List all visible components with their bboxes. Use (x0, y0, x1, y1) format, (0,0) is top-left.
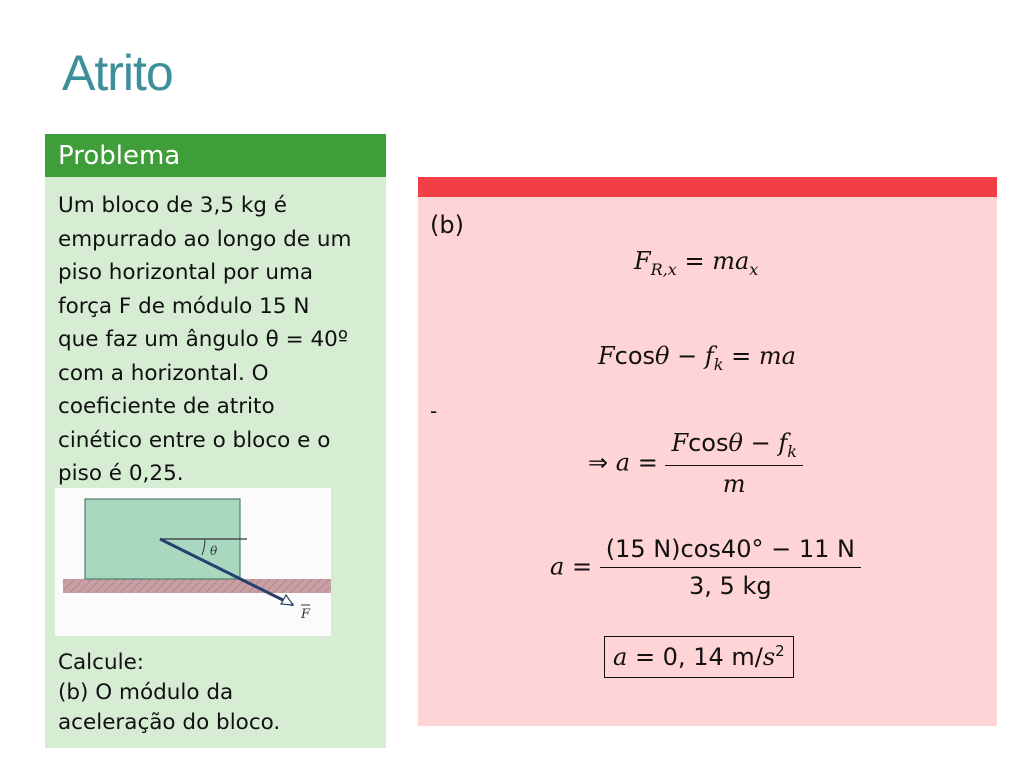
block-diagram (55, 488, 331, 636)
problem-line: que faz um ângulo θ = 40º (58, 327, 348, 352)
final-result: a = 0, 14 $m/s^2$ (604, 636, 794, 678)
problem-line: coeficiente de atrito (58, 394, 275, 419)
theta-label: θ (210, 544, 218, 558)
slide-title: Atrito (62, 45, 173, 101)
solution-header-bar (418, 177, 997, 197)
solution-panel (418, 177, 997, 726)
problem-line: piso horizontal por uma (58, 260, 314, 285)
force-label: F (301, 607, 311, 622)
problem-line: cinético entre o bloco e o (58, 427, 331, 453)
problem-line: força F de módulo 15 N (58, 293, 310, 319)
question (58, 648, 280, 738)
problem-panel (45, 134, 386, 748)
problem-statement (58, 189, 383, 491)
problem-line: com a horizontal. O (58, 360, 269, 386)
equation-acceleration-formula: ⇒ a = $\frac{Fcos\theta - f_k}{m}$ (588, 429, 803, 498)
question-line: (b) O módulo da (58, 680, 234, 705)
problem-header: Problema (45, 134, 386, 177)
equation-acceleration-values: a = $\frac{(15 N)\cos 40^\circ - 11 N}{3, 5 kg}$ (550, 535, 861, 600)
equation-newton-x: $F_{R,x} = ma_x$ (634, 247, 759, 279)
result-box (604, 642, 794, 671)
block-force-figure (55, 488, 331, 636)
problem-line: empurrado ao longo de um (58, 226, 352, 252)
equation-forces: $Fcos\theta - f_k$ = ma (598, 342, 796, 374)
floor (63, 579, 331, 593)
problem-line: Um bloco de 3,5 kg é (58, 193, 287, 218)
dash-mark: - (430, 399, 438, 423)
part-label: (b) (430, 211, 464, 239)
question-line: aceleração do bloco. (58, 710, 281, 735)
force-arrowhead (281, 595, 293, 605)
problem-line: piso é 0,25. (58, 461, 184, 486)
question-line: Calcule: (58, 650, 145, 675)
